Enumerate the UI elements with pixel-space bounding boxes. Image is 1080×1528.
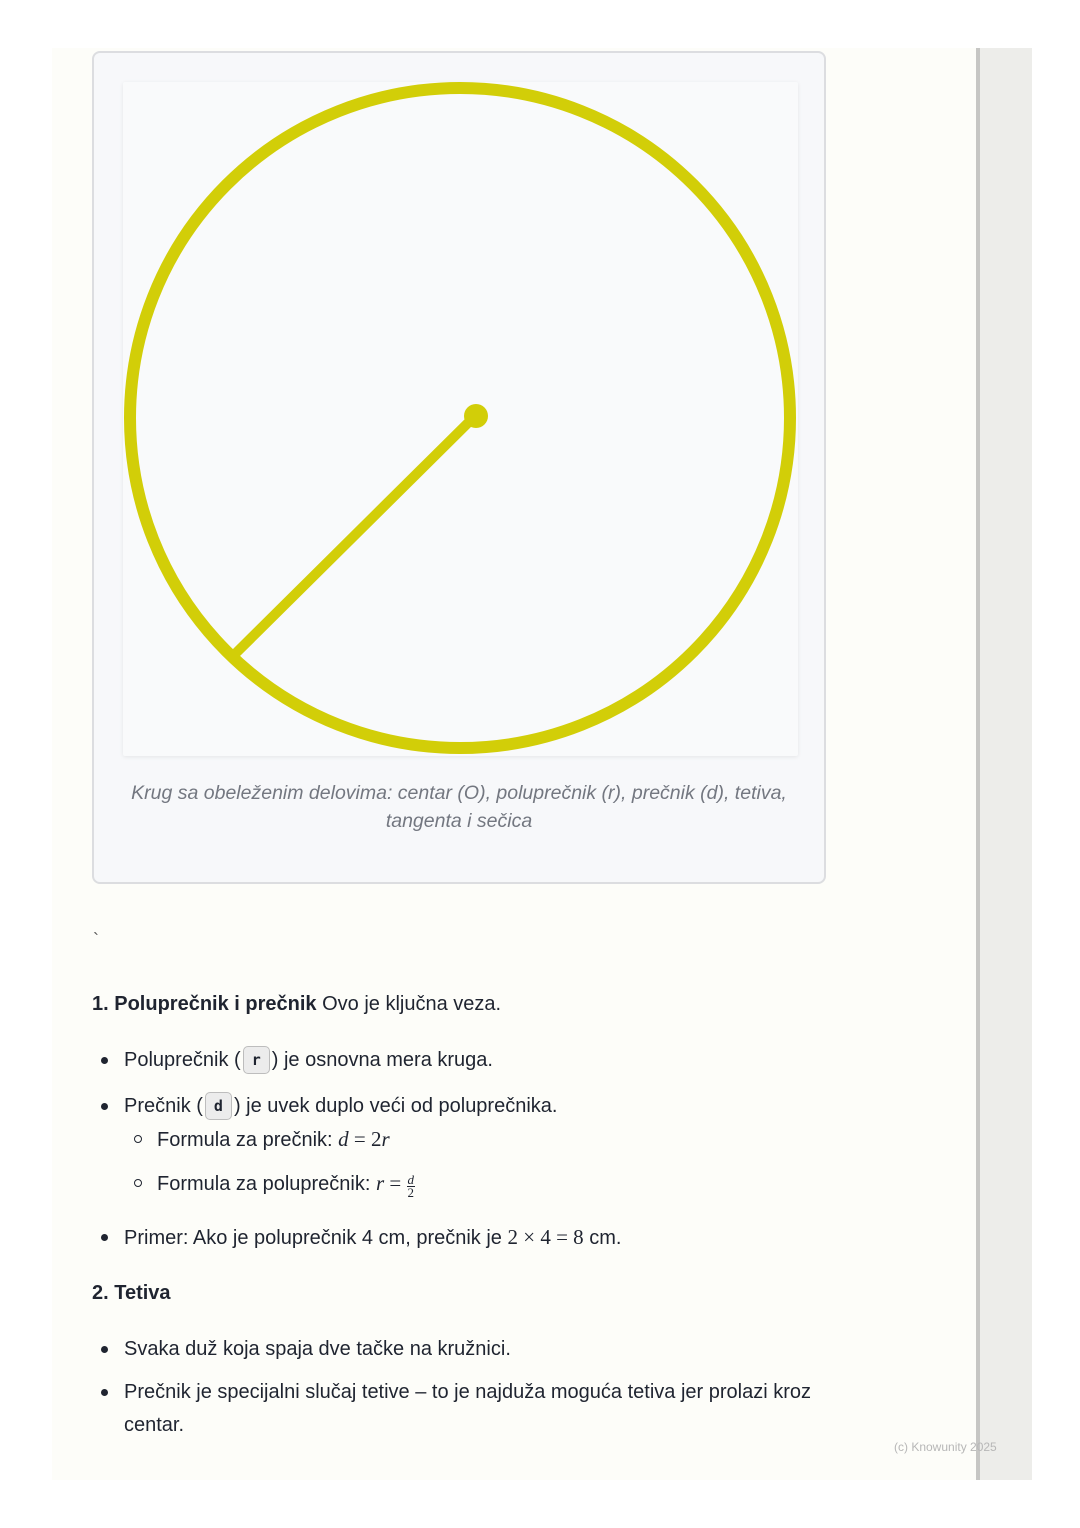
fraction: $\frac{d}{2}$ — [407, 1172, 415, 1200]
sub-list-item: Formula za poluprečnik: r = $\frac{d}{2}$ — [157, 1171, 415, 1200]
scrollbar[interactable] — [976, 48, 1032, 1480]
section1-heading-rest: Ovo je ključna veza. — [316, 993, 502, 1015]
sub-list-item: Formula za prečnik: d = 2r — [157, 1127, 390, 1151]
copyright-footer: (c) Knowunity 2025 — [894, 1440, 997, 1454]
example-math: 2 × 4 = 8 — [507, 1225, 584, 1249]
list-item: Primer: Ako je poluprečnik 4 cm, prečnik je 2 × 4 = 8 cm. — [124, 1221, 824, 1255]
circle-diagram-svg — [123, 82, 798, 756]
list-item: Poluprečnik ( r ) je osnovna mera kruga. — [124, 1044, 824, 1077]
figure-card — [92, 51, 826, 884]
section2-heading: 2. Tetiva — [92, 1282, 171, 1304]
figure-caption: Krug sa obeleženim delovima: centar (O), poluprečnik (r), prečnik (d), tetiva, tangenta i sečica — [131, 782, 787, 832]
section1-heading-line — [92, 991, 501, 1017]
formula-diameter: d = 2r — [338, 1127, 390, 1151]
list-item: Svaka duž koja spaja dve tačke na kružnici. — [124, 1333, 824, 1366]
formula-radius: r = $\frac{d}{2}$ — [375, 1171, 415, 1200]
list-item: Prečnik ( d ) je uvek duplo veći od poluprečnika. — [124, 1090, 824, 1123]
center-point — [464, 404, 488, 428]
inline-code-d: d — [205, 1092, 232, 1120]
list-item: Prečnik je specijalni slučaj tetive – to je najduža moguća tetiva jer prolazi kroz centar. — [124, 1376, 824, 1442]
circle-outline — [130, 88, 790, 748]
circle-diagram — [123, 82, 798, 756]
radius-line — [237, 415, 476, 652]
section2-heading-line — [92, 1280, 171, 1306]
stray-backtick: ` — [93, 930, 99, 950]
inline-code-r: r — [243, 1046, 270, 1074]
section1-heading: 1. Poluprečnik i prečnik — [92, 993, 317, 1015]
